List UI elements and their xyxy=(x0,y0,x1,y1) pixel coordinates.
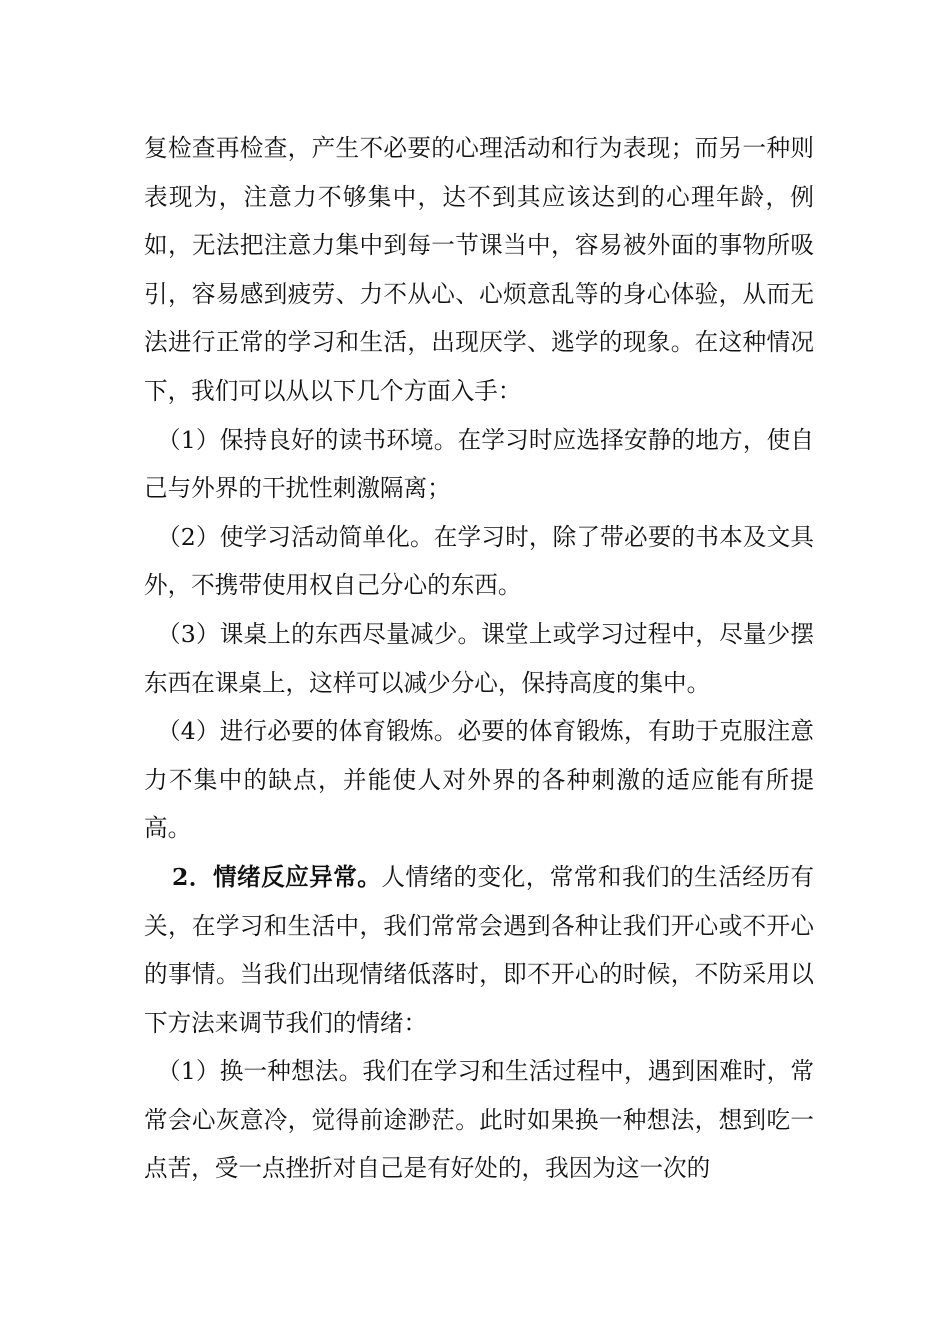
section-heading: 2．情绪反应异常。 xyxy=(172,862,382,891)
list-item-text: （3）课桌上的东西尽量减少。课堂上或学习过程中，尽量少摆东西在课桌上，这样可以减少分心，保持高度的集中。 xyxy=(144,619,814,697)
list-item-text: （1）保持良好的读书环境。在学习时应选择安静的地方，使自己与外界的干扰性刺激隔离； xyxy=(144,425,814,503)
document-body xyxy=(144,124,814,1193)
list-item-text: （1）换一种想法。我们在学习和生活过程中，遇到困难时，常常会心灰意冷，觉得前途渺茫。此时如果换一种想法，想到吃一点苦，受一点挫折对自己是有好处的，我因为这一次的 xyxy=(144,1057,814,1183)
list-item-1 xyxy=(144,416,814,513)
list-item-text: （4）进行必要的体育锻炼。必要的体育锻炼，有助于克服注意力不集中的缺点，并能使人对外界的各种刺激的适应能有所提高。 xyxy=(144,717,814,843)
section-text: 人情绪的变化，常常和我们的生活经历有关，在学习和生活中，我们常常会遇到各种让我们开心或不开心的事情。当我们出现情绪低落时，即不开心的时候，不防采用以下方法来调节我们的情绪： xyxy=(144,862,814,1037)
paragraph-intro xyxy=(144,124,814,416)
section-emotion xyxy=(144,853,814,1047)
list-item-3 xyxy=(144,610,814,707)
list-item-text: （2）使学习活动简单化。在学习时，除了带必要的书本及文具外，不携带使用权自己分心的东西。 xyxy=(144,522,814,600)
paragraph-text: 复检查再检查，产生不必要的心理活动和行为表现；而另一种则表现为，注意力不够集中，达不到其应该达到的心理年龄，例如，无法把注意力集中到每一节课当中，容易被外面的事物所吸引，容易感到疲劳、力不从心、心烦意乱等的身心体验，从而无法进行正常的学习和生活，出现厌学、逃学的现象。在这种情况下，我们可以从以下几个方面入手： xyxy=(144,134,814,405)
list-item-2 xyxy=(144,513,814,610)
list-item-4 xyxy=(144,707,814,853)
list-item-emotion-1 xyxy=(144,1047,814,1193)
